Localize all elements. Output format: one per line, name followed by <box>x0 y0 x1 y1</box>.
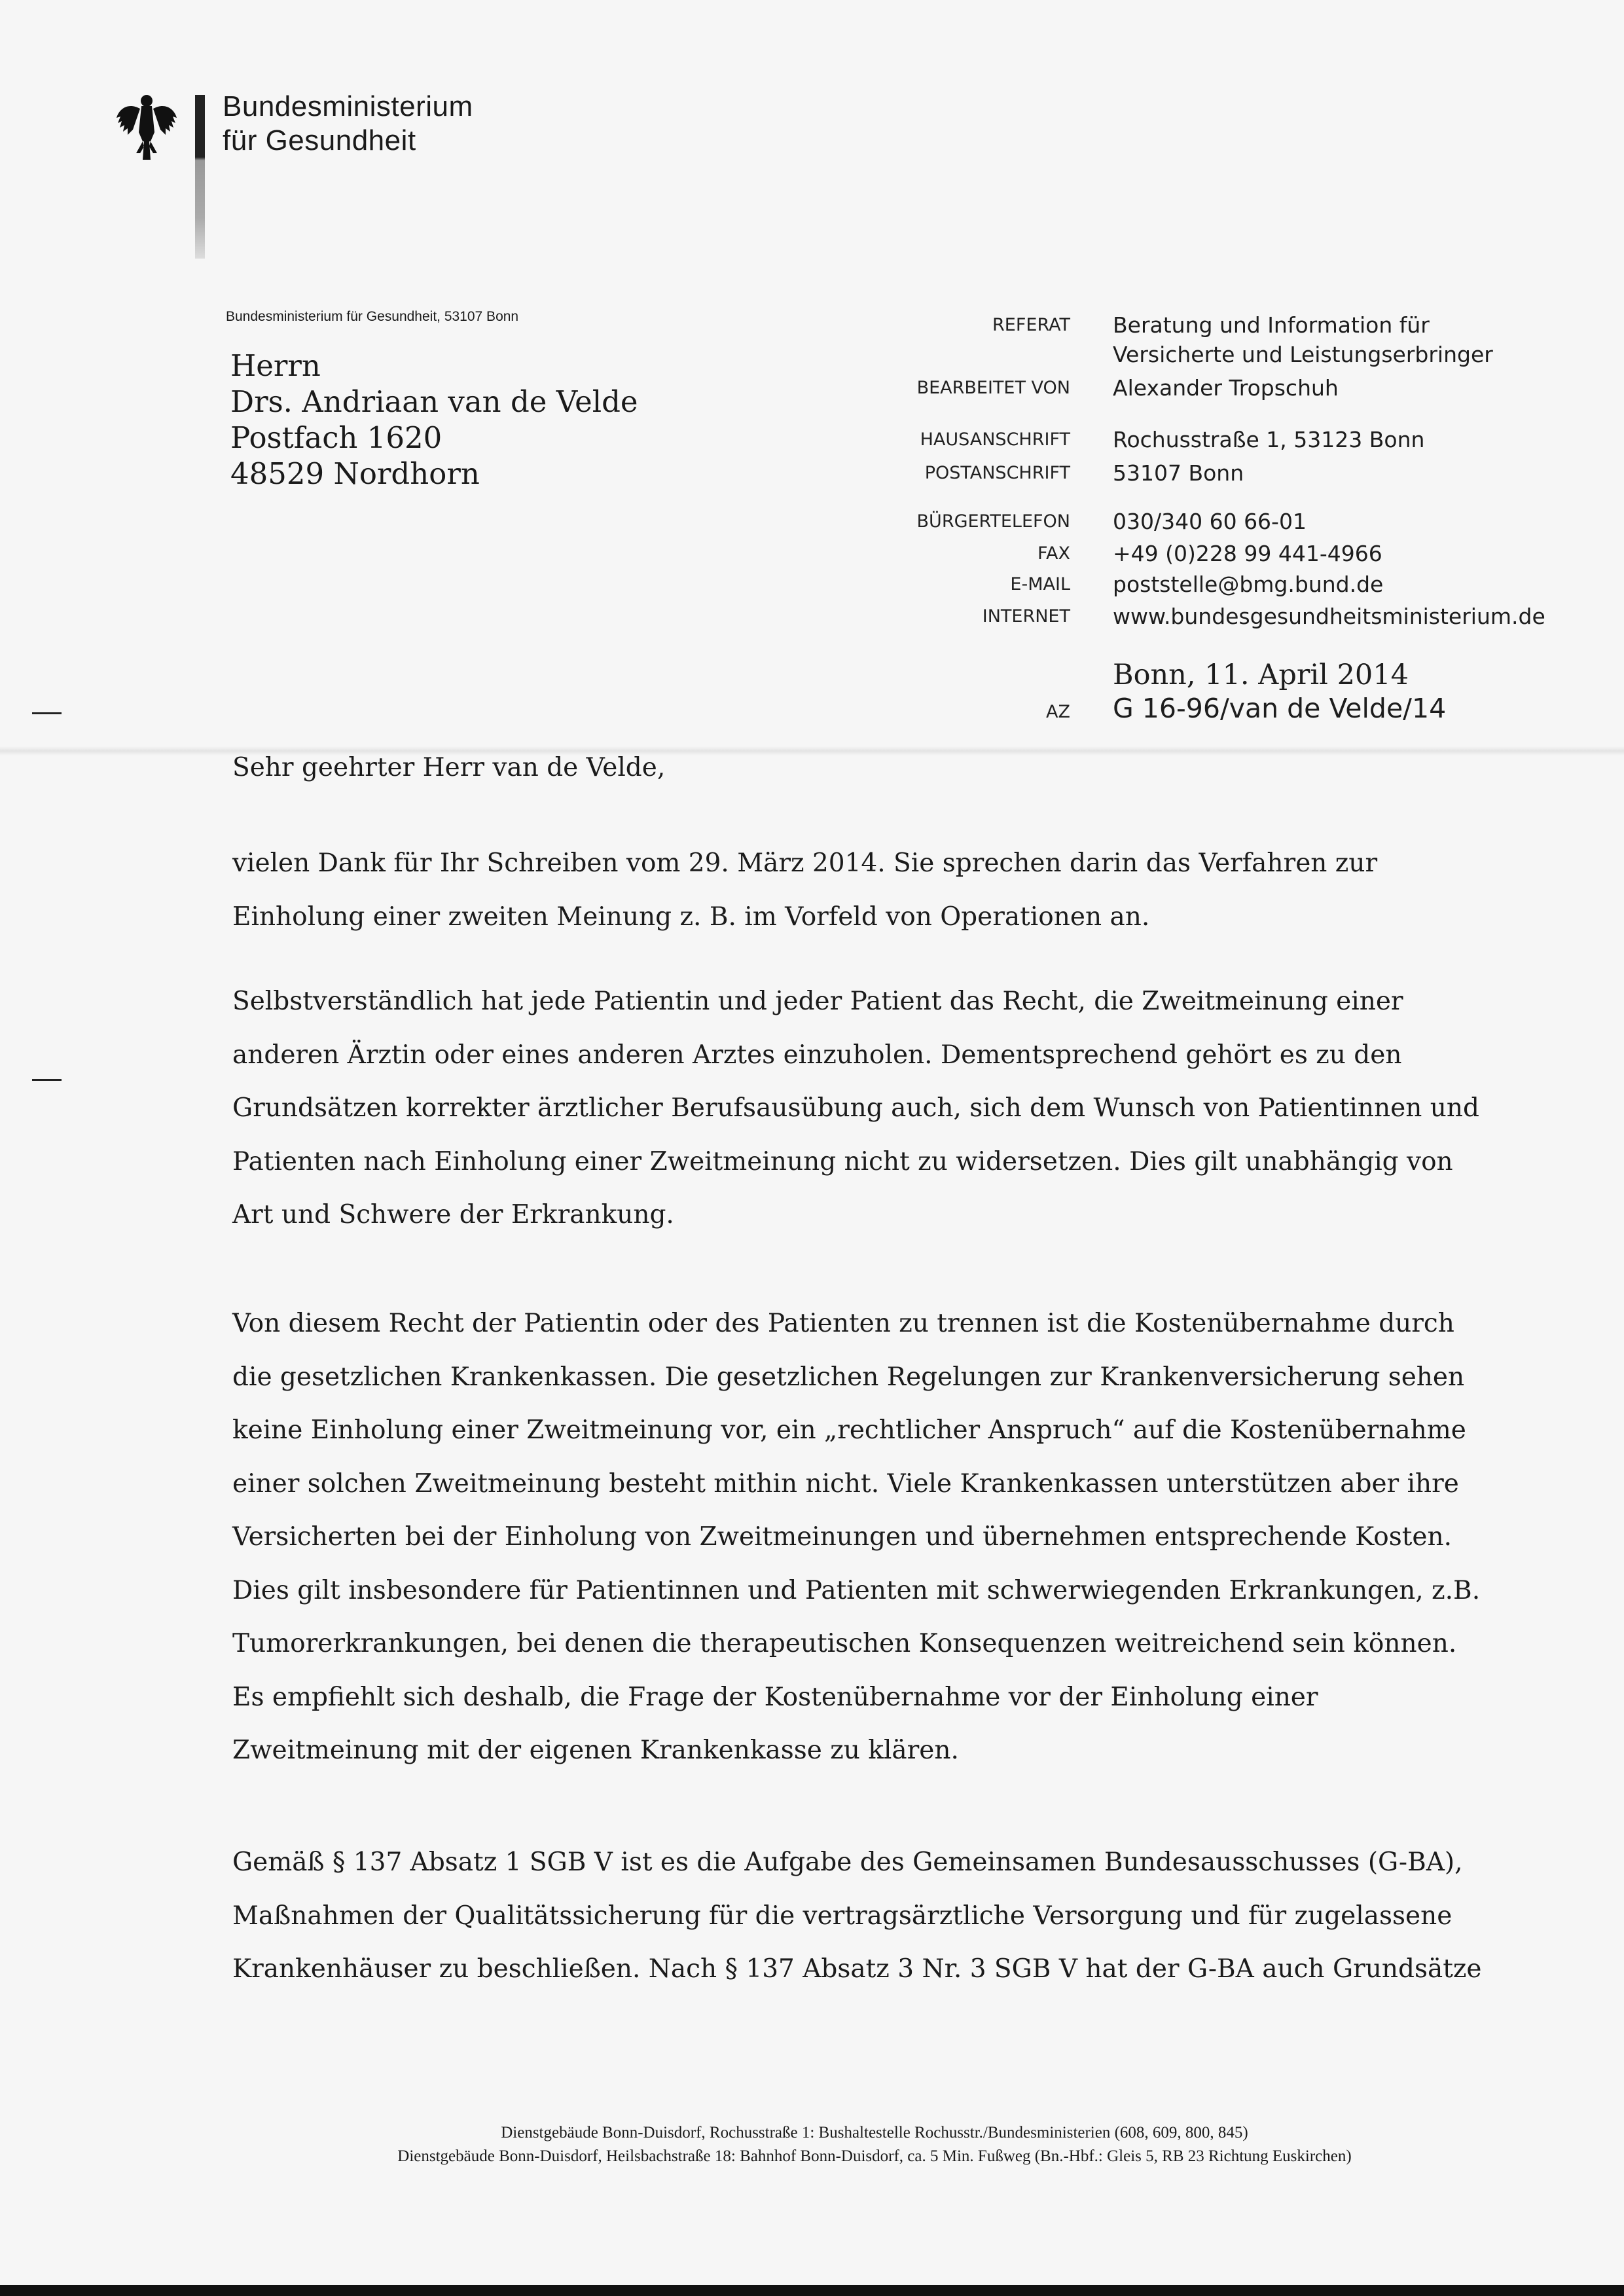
letter-date: Bonn, 11. April 2014 <box>1113 659 1409 691</box>
paragraph-line: Selbstverständlich hat jede Patientin und jeder Patient das Recht, die Zweitmeinung einer <box>232 987 1403 1016</box>
paragraph-line: Versicherten bei der Einholung von Zweitmeinungen und übernehmen entsprechende Kosten. <box>232 1522 1452 1552</box>
info-value: 53107 Bonn <box>1113 460 1244 486</box>
az-value: G 16-96/van de Velde/14 <box>1113 693 1447 724</box>
paragraph-line: Einholung einer zweiten Meinung z. B. im Vorfeld von Operationen an. <box>232 902 1150 932</box>
paragraph-line: Es empfiehlt sich deshalb, die Frage der Kostenübernahme vor der Einholung einer <box>232 1682 1318 1712</box>
info-value: www.bundesgesundheitsministerium.de <box>1113 604 1545 629</box>
letterhead-bar <box>195 95 205 259</box>
sender-return-address: Bundesministerium für Gesundheit, 53107 Bonn <box>226 309 519 324</box>
ministry-name-line2: für Gesundheit <box>223 124 416 156</box>
paragraph-line: Tumorerkrankungen, bei denen die therapeutischen Konsequenzen weitreichend sein können. <box>232 1629 1457 1658</box>
footer-line: Dienstgebäude Bonn-Duisdorf, Heilsbachstraße 18: Bahnhof Bonn-Duisdorf, ca. 5 Min. Fußweg (Bn.-Hbf.: Gleis 5, RB 23 Richtung Euskirchen) <box>397 2147 1352 2165</box>
info-label: INTERNET <box>982 606 1070 627</box>
paragraph-line: Maßnahmen der Qualitätssicherung für die vertragsärztliche Versorgung und für zugelassene <box>232 1901 1453 1931</box>
info-label: E-MAIL <box>1010 574 1070 594</box>
paragraph-line: Gemäß § 137 Absatz 1 SGB V ist es die Aufgabe des Gemeinsamen Bundesausschusses (G-BA), <box>232 1848 1463 1877</box>
info-label: POSTANSCHRIFT <box>924 463 1070 483</box>
info-label: REFERAT <box>992 315 1070 335</box>
recipient-line: Herrn <box>230 348 321 383</box>
info-value: +49 (0)228 99 441-4966 <box>1113 541 1382 566</box>
recipient-line: Postfach 1620 <box>230 420 442 455</box>
scan-edge <box>0 2285 1624 2296</box>
paragraph-line: vielen Dank für Ihr Schreiben vom 29. März 2014. Sie sprechen darin das Verfahren zur <box>232 848 1378 878</box>
az-label: AZ <box>1046 702 1070 722</box>
paragraph-line: einer solchen Zweitmeinung besteht mithin nicht. Viele Krankenkassen unterstützen aber ihre <box>232 1468 1459 1499</box>
footer-line: Dienstgebäude Bonn-Duisdorf, Rochusstraße 1: Bushaltestelle Rochusstr./Bundesministerien (608, 609, 800, 845) <box>501 2124 1248 2141</box>
paragraph-line: Krankenhäuser zu beschließen. Nach § 137 Absatz 3 Nr. 3 SGB V hat der G-BA auch Grundsätze <box>232 1954 1482 1984</box>
info-label: BEARBEITET VON <box>916 378 1070 398</box>
punch-mark <box>32 1079 62 1081</box>
paragraph-line: Grundsätzen korrekter ärztlicher Berufsausübung auch, sich dem Wunsch von Patientinnen und <box>232 1093 1479 1123</box>
info-value: poststelle@bmg.bund.de <box>1113 572 1384 597</box>
info-value: Alexander Tropschuh <box>1113 375 1339 401</box>
info-value: Versicherte und Leistungserbringer <box>1113 342 1493 367</box>
paragraph-line: keine Einholung einer Zweitmeinung vor, ein „rechtlicher Anspruch“ auf die Kostenübernahme <box>232 1415 1466 1445</box>
info-value: 030/340 60 66-01 <box>1113 509 1307 534</box>
info-label: BÜRGERTELEFON <box>916 511 1070 532</box>
fold-mark <box>32 712 62 714</box>
paragraph-line: Von diesem Recht der Patientin oder des Patienten zu trennen ist die Kostenübernahme durch <box>232 1309 1454 1338</box>
salutation: Sehr geehrter Herr van de Velde, <box>232 753 666 782</box>
info-value: Rochusstraße 1, 53123 Bonn <box>1113 427 1425 452</box>
paragraph-line: Art und Schwere der Erkrankung. <box>232 1200 674 1230</box>
paragraph-line: anderen Ärztin oder eines anderen Arztes einzuholen. Dementsprechend gehört es zu den <box>232 1040 1402 1070</box>
ministry-name-line1: Bundesministerium <box>223 90 473 122</box>
info-label: HAUSANSCHRIFT <box>920 429 1070 450</box>
paragraph-line: Zweitmeinung mit der eigenen Krankenkasse zu klären. <box>232 1736 959 1765</box>
info-value: Beratung und Information für <box>1113 312 1430 338</box>
paragraph-line: die gesetzlichen Krankenkassen. Die gesetzlichen Regelungen zur Krankenversicherung sehen <box>232 1362 1465 1392</box>
federal-eagle-icon <box>115 89 178 161</box>
info-label: FAX <box>1037 543 1070 564</box>
paragraph-line: Patienten nach Einholung einer Zweitmeinung nicht zu widersetzen. Dies gilt unabhängig von <box>232 1146 1453 1176</box>
paragraph-line: Dies gilt insbesondere für Patientinnen und Patienten mit schwerwiegenden Erkrankungen, z.B. <box>232 1575 1481 1605</box>
recipient-line: 48529 Nordhorn <box>230 456 480 491</box>
recipient-line: Drs. Andriaan van de Velde <box>230 384 638 419</box>
